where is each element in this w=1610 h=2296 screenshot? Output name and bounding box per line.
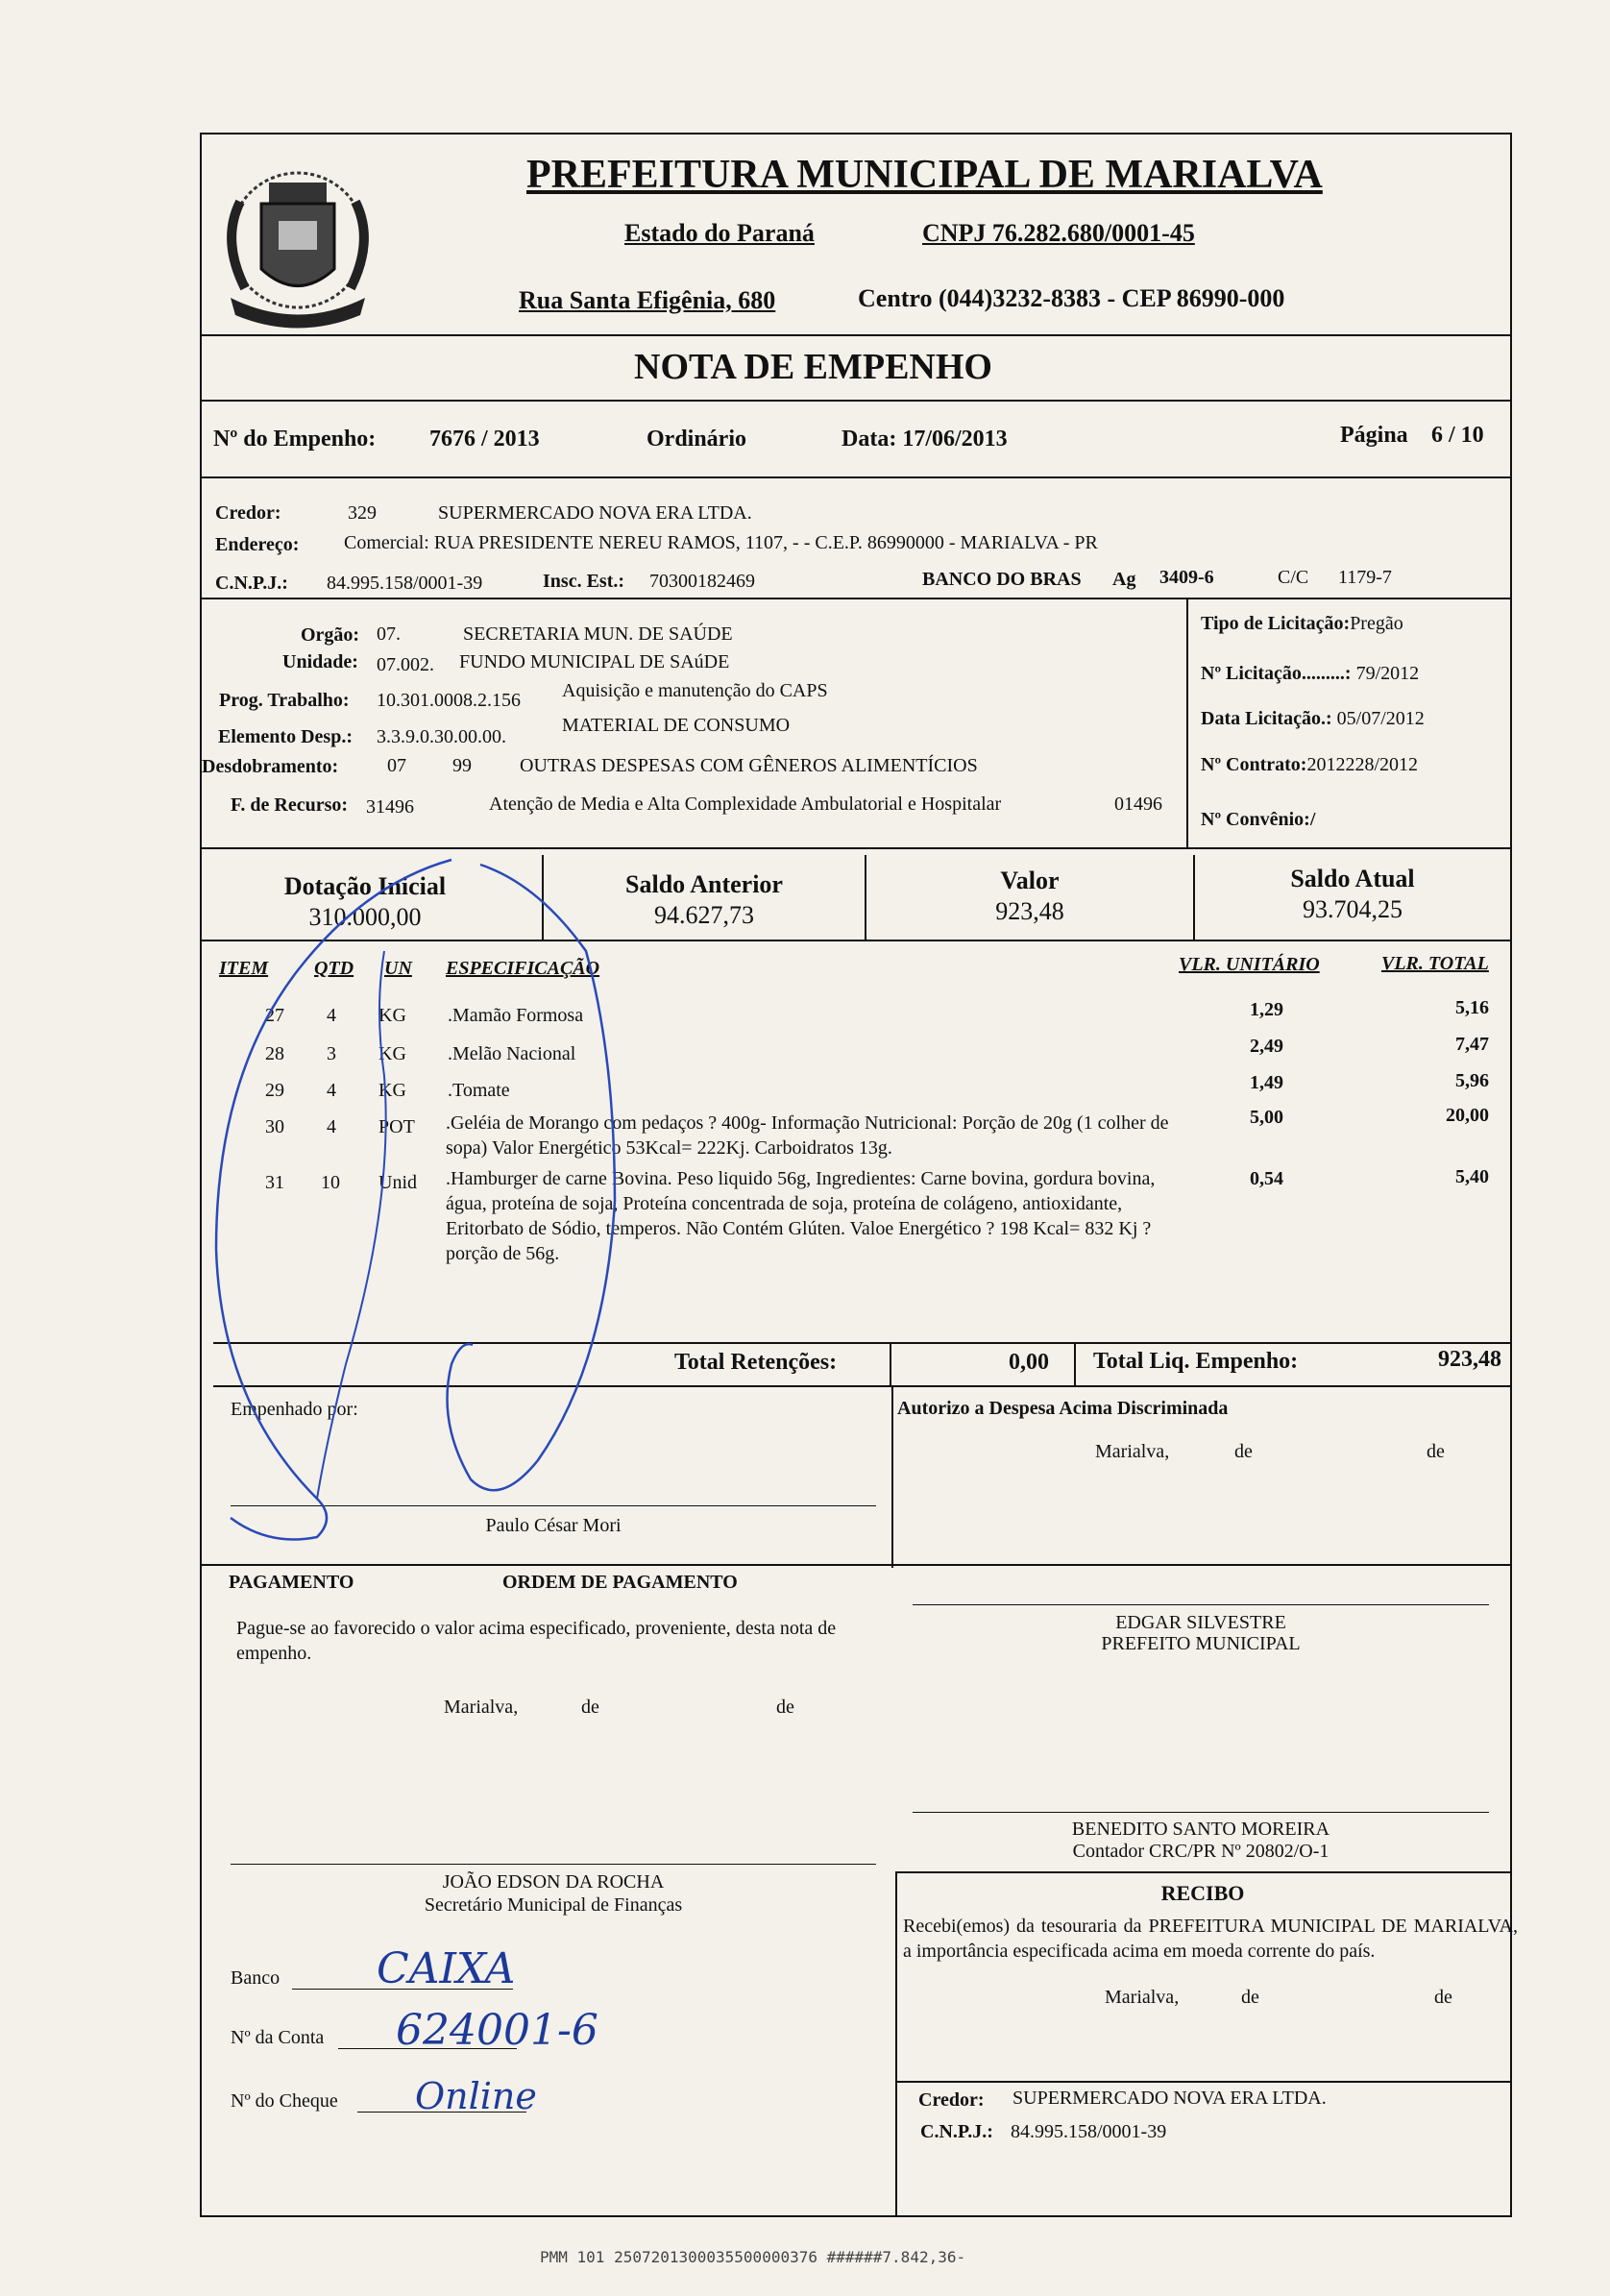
col-qtd-header: QTD [314,958,354,979]
recibo-credor-label: Credor: [918,2089,985,2111]
recibo-titulo: RECIBO [1160,1881,1245,1905]
empenho-tipo: Ordinário [646,427,747,452]
pagamento-de1: de [581,1697,599,1718]
prog-nome: Aquisição e manutenção do CAPS [562,680,828,701]
cnpj-header: CNPJ 76.282.680/0001-45 [922,219,1195,247]
licitacao-data-label: Data Licitação.: [1201,708,1332,729]
estado: Estado do Paraná [624,219,815,247]
licitacao-numero-value: 79/2012 [1355,663,1420,684]
credor-label: Credor: [215,502,281,524]
item-num: 30 [265,1116,284,1137]
empenhado-label: Empenhado por: [231,1399,358,1420]
credor-nome: SUPERMERCADO NOVA ERA LTDA. [438,502,752,524]
item-total: 5,40 [1455,1166,1489,1187]
recibo-texto: Recebi(emos) da tesouraria da PREFEITURA MUNICIPAL DE MARIALVA, a importância especificada acima em moeda corrente do país. [903,1916,1518,1962]
total-liq-value: 923,48 [1438,1347,1501,1372]
recibo-local: Marialva, [1105,1987,1180,2008]
item-qtd: 4 [327,1116,336,1137]
ag-label: Ag [1112,569,1136,590]
empenho-data: Data: 17/06/2013 [842,427,1008,452]
empenho-label: Nº do Empenho: [213,427,377,452]
elemento-cod: 3.3.9.0.30.00.00. [377,726,506,747]
valor-label: Valor [1000,867,1060,894]
item-unit: 5,00 [1250,1107,1283,1128]
unidade-label: Unidade: [282,651,358,672]
autorizo-local: Marialva, [1095,1441,1170,1462]
item-unit: 0,54 [1250,1168,1283,1189]
col-un-header: UN [384,958,412,979]
fonte-cod2: 01496 [1114,794,1162,815]
col-item-header: ITEM [219,958,269,979]
footer-code: PMM 101 2507201300035500000376 ######7.842,36- [540,2248,966,2266]
item-qtd: 4 [327,1005,336,1026]
elemento-label: Elemento Desp.: [218,726,353,747]
licitacao-data-value: 05/07/2012 [1336,708,1425,729]
item-desc: .Hamburger de carne Bovina. Peso liquido 56g, Ingredientes: Carne bovina, gordura bovina, água, proteína de soja, Proteína concentrada de soja, proteína de colágeno, antioxidante, Eritorbato de Sódio, temperos. Não Contém Glúten. Valoe Energético ? 198 Kcal= 832 Kj ? porção de 56g. [446,1168,1156,1264]
desdobramento-nome: OUTRAS DESPESAS COM GÊNEROS ALIMENTÍCIOS [520,755,978,776]
item-num: 29 [265,1080,284,1101]
cnpj-label: C.N.P.J.: [215,573,288,594]
orgao-cod: 07. [377,623,401,645]
recibo-cnpj-label: C.N.P.J.: [920,2121,993,2142]
total-liq-label: Total Liq. Empenho: [1093,1349,1299,1374]
recibo-credor: SUPERMERCADO NOVA ERA LTDA. [1012,2088,1327,2109]
item-unit: 2,49 [1250,1036,1283,1057]
contador-cargo: Contador CRC/PR Nº 20802/O-1 [1072,1841,1329,1862]
unidade-cod: 07.002. [377,654,434,675]
recibo-de2: de [1434,1987,1452,2008]
pagina-label: Página [1340,423,1408,448]
pagina-numero: 6 / 10 [1431,423,1484,448]
fonte-nome: Atenção de Media e Alta Complexidade Ambulatorial e Hospitalar [489,794,1002,815]
licitacao-tipo-label: Tipo de Licitação: [1201,613,1351,634]
endereco-header: Centro (044)3232-8383 - CEP 86990-000 [858,284,1285,312]
recibo-de1: de [1241,1987,1259,2008]
col-unit-header: VLR. UNITÁRIO [1179,954,1320,975]
pagamento-de2: de [776,1697,794,1718]
credor-codigo: 329 [348,502,377,524]
autorizo-de2: de [1427,1441,1445,1462]
item-un: KG [378,1005,406,1026]
prog-label: Prog. Trabalho: [219,690,350,711]
licitacao-convenio: Nº Convênio:/ [1201,809,1316,830]
pagamento-local: Marialva, [444,1697,519,1718]
total-retencoes-value: 0,00 [1009,1350,1049,1375]
pagamento-texto: Pague-se ao favorecido o valor acima especificado, proveniente, desta nota de empenho. [236,1618,837,1664]
item-un: Unid [378,1172,417,1193]
empenhado-nome: Paulo César Mori [485,1515,622,1536]
prefeito-nome: EDGAR SILVESTRE [1115,1612,1286,1633]
item-desc: .Geléia de Morango com pedaços ? 400g- Informação Nutricional: Porção de 20g (1 colher de sopa) Valor Energético 53Kcal= 222Kj. Carboidratos 13g. [446,1112,1169,1159]
saldo-atual-label: Saldo Atual [1290,865,1415,892]
item-num: 31 [265,1172,284,1193]
page-title: PREFEITURA MUNICIPAL DE MARIALVA [526,153,1323,197]
banco-label: BANCO DO BRAS [922,569,1082,590]
rua-header: Rua Santa Efigênia, 680 [519,286,776,314]
item-un: KG [378,1043,406,1064]
cc-value: 1179-7 [1338,567,1392,588]
cc-label: C/C [1278,567,1309,588]
prefeito-cargo: PREFEITO MUNICIPAL [1101,1633,1301,1654]
item-qtd: 4 [327,1080,336,1101]
total-retencoes-label: Total Retenções: [674,1350,838,1375]
autorizo-titulo: Autorizo a Despesa Acima Discriminada [897,1398,1229,1419]
saldo-atual-value: 93.704,25 [1303,895,1403,923]
item-unit: 1,29 [1250,999,1283,1020]
item-num: 27 [265,1005,284,1026]
insc-value: 70300182469 [649,571,755,592]
cnpj-value: 84.995.158/0001-39 [327,573,483,594]
desdobramento-cod1: 07 [387,755,406,776]
saldo-dotacao-label: Dotação Inicial [283,872,447,900]
item-qtd: 10 [321,1172,340,1193]
secretario-nome: JOÃO EDSON DA ROCHA [442,1871,665,1893]
item-total: 7,47 [1455,1034,1489,1055]
recibo-cnpj: 84.995.158/0001-39 [1011,2121,1167,2142]
col-espec-header: ESPECIFICAÇÃO [446,958,600,979]
doc-title: NOTA DE EMPENHO [634,347,992,387]
endereco-value: Comercial: RUA PRESIDENTE NEREU RAMOS, 1107, - - C.E.P. 86990000 - MARIALVA - PR [344,532,1098,553]
endereco-label: Endereço: [215,534,300,555]
orgao-label: Orgão: [301,624,360,646]
conta-field-label: Nº da Conta [231,2027,325,2048]
licitacao-tipo-value: Pregão [1350,613,1403,634]
item-desc: .Melão Nacional [448,1043,576,1064]
ag-value: 3409-6 [1159,567,1214,588]
item-qtd: 3 [327,1043,336,1064]
valor-value: 923,48 [995,897,1064,925]
secretario-cargo: Secretário Municipal de Finanças [424,1894,683,1916]
item-total: 5,96 [1455,1070,1489,1091]
insc-label: Insc. Est.: [543,571,625,592]
desdobramento-cod2: 99 [452,755,472,776]
item-unit: 1,49 [1250,1072,1283,1093]
saldo-dotacao-value: 310.000,00 [308,903,422,931]
prog-cod: 10.301.0008.2.156 [377,690,521,711]
contrato-label: Nº Contrato: [1201,754,1307,775]
item-total: 5,16 [1455,997,1489,1018]
saldo-anterior-value: 94.627,73 [654,901,754,929]
fonte-cod: 31496 [366,796,414,818]
pagamento-titulo: PAGAMENTO [229,1572,354,1593]
contrato-value: 2012228/2012 [1306,754,1419,775]
desdobramento-label: Desdobramento: [202,756,339,777]
unidade-nome: FUNDO MUNICIPAL DE SAúDE [459,651,730,672]
banco-signature: CAIXA [377,1944,516,1993]
banco-field-label: Banco [231,1967,281,1989]
col-total-header: VLR. TOTAL [1381,953,1489,974]
licitacao-numero-label: Nº Licitação.........: [1201,663,1352,684]
cheque-signature: Online [415,2075,537,2117]
conta-signature: 624001-6 [396,2006,598,2055]
saldo-anterior-label: Saldo Anterior [625,870,783,898]
ordem-pagamento-titulo: ORDEM DE PAGAMENTO [502,1572,738,1593]
fonte-label: F. de Recurso: [231,794,349,816]
item-desc: .Tomate [448,1080,510,1101]
item-num: 28 [265,1043,284,1064]
item-un: POT [378,1116,415,1137]
orgao-nome: SECRETARIA MUN. DE SAÚDE [463,623,733,645]
autorizo-de1: de [1234,1441,1253,1462]
item-desc: .Mamão Formosa [448,1005,584,1026]
cheque-field-label: Nº do Cheque [231,2090,338,2112]
contador-nome: BENEDITO SANTO MOREIRA [1071,1819,1330,1840]
empenho-numero: 7676 / 2013 [429,427,540,452]
item-total: 20,00 [1446,1105,1489,1126]
elemento-nome: MATERIAL DE CONSUMO [562,715,791,736]
item-un: KG [378,1080,406,1101]
